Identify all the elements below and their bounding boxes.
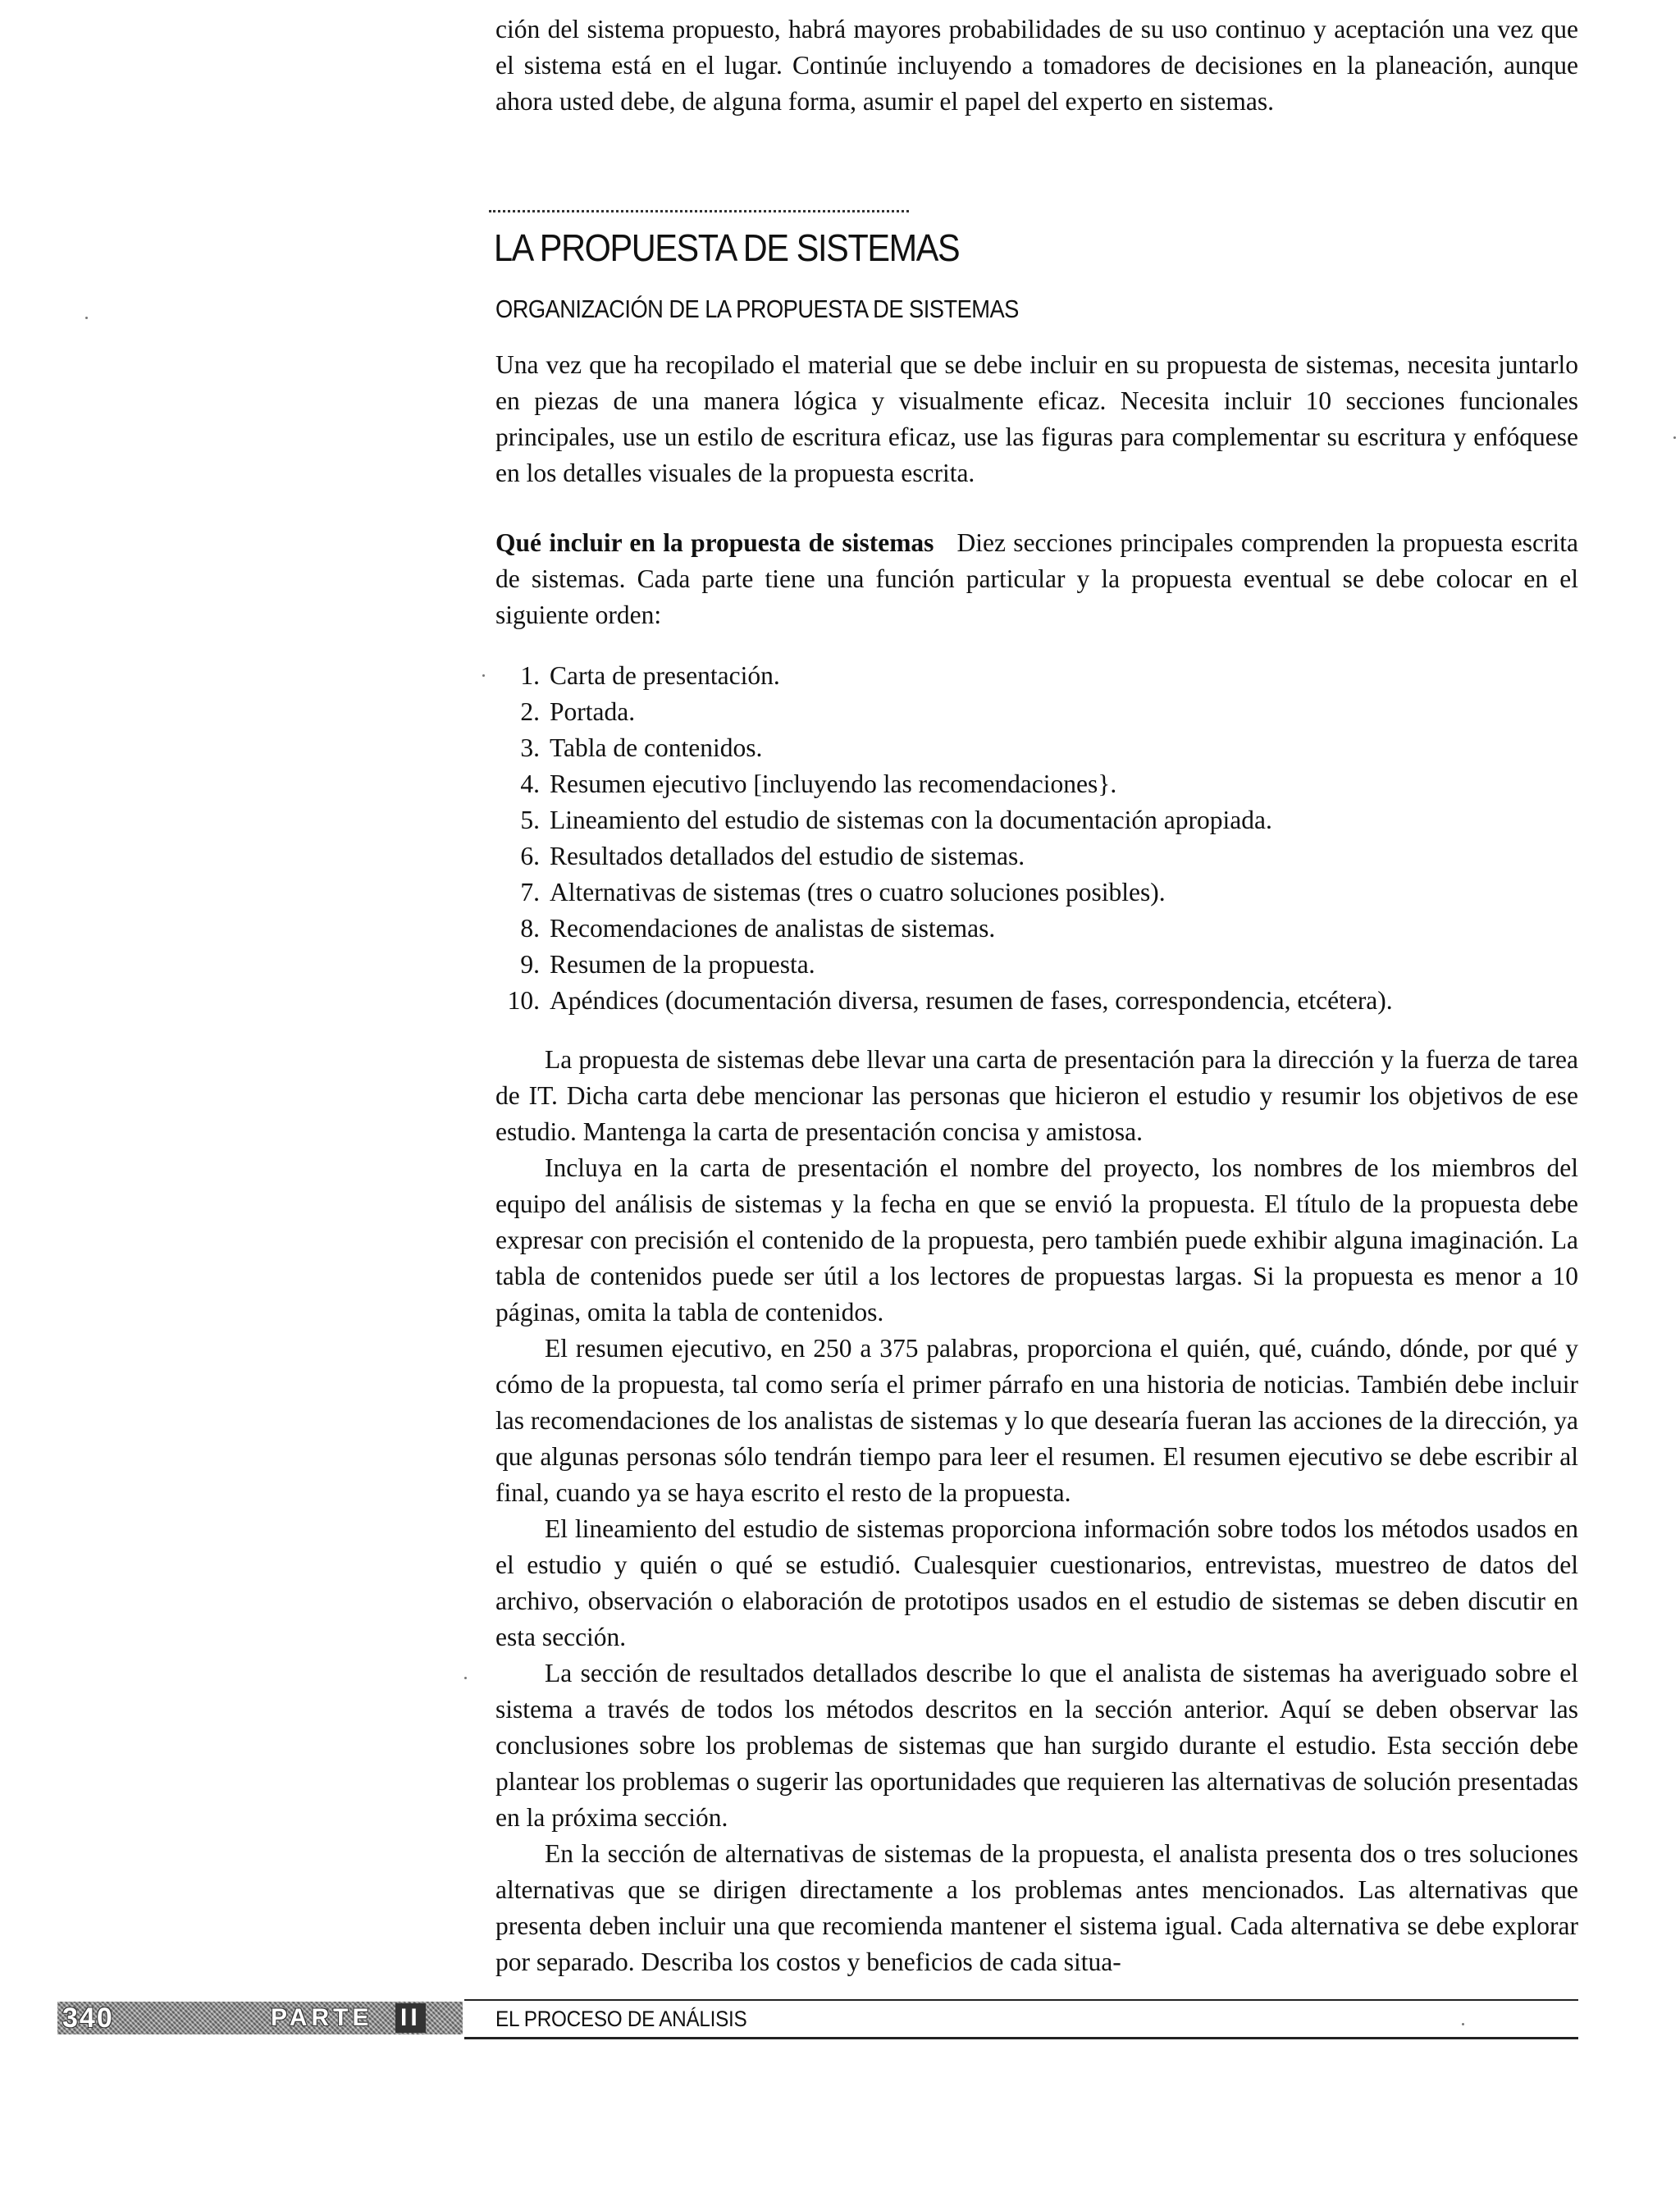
list-number: 3. <box>520 733 540 762</box>
footer-rule-top <box>464 1999 1578 2001</box>
footer-title: EL PROCESO DE ANÁLISIS <box>495 2007 747 2031</box>
list-number: 5. <box>520 806 540 834</box>
list-item <box>495 730 1578 766</box>
scan-speck <box>464 1677 467 1679</box>
list-text: Resumen ejecutivo [incluyendo las recomendaciones}. <box>550 769 1117 798</box>
list-item <box>495 947 1578 983</box>
list-number: 2. <box>520 697 540 726</box>
scan-speck <box>1673 436 1676 439</box>
list-text: Lineamiento del estudio de sistemas con la documentación apropiada. <box>550 806 1272 834</box>
list-text: Portada. <box>550 697 636 726</box>
executive-summary-paragraph: El resumen ejecutivo, en 250 a 375 palabras, proporciona el quién, qué, cuándo, dónde, por qué y cómo de la propuesta, tal como sería el primer párrafo en una historia de noticias. También debe incluir las recomendaciones de los analistas de sistemas y lo que desearía fueran las acciones de la dirección, ya que algunas personas sólo tendrán tiempo para leer el resumen. El resumen ejecutivo se debe escribir al final, cuando ya se haya escrito el resto de la propuesta. <box>495 1334 1578 1507</box>
list-text: Resumen de la propuesta. <box>550 950 815 979</box>
list-number: 6. <box>520 842 540 870</box>
part-label: PARTE <box>271 2004 373 2031</box>
list-text: Resultados detallados del estudio de sistemas. <box>550 842 1025 870</box>
list-text: Carta de presentación. <box>550 661 780 690</box>
list-item <box>495 802 1578 838</box>
body-paragraphs <box>495 1042 1578 1980</box>
list-number: 4. <box>520 769 540 798</box>
part-number: II <box>395 2003 426 2033</box>
alternatives-paragraph: En la sección de alternativas de sistemas de la propuesta, el analista presenta dos o tres soluciones alternativas que se dirigen directamente a los problemas antes mencionados. Las alternativas que presenta deben incluir una que recomienda mantener el sistema igual. Cada alternativa se debe explorar por separado. Describa los costos y beneficios de cada situa- <box>495 1839 1578 1976</box>
list-text: Tabla de contenidos. <box>550 733 763 762</box>
list-number: 1. <box>520 661 540 690</box>
list-number: 7. <box>520 878 540 906</box>
list-text: Alternativas de sistemas (tres o cuatro soluciones posibles). <box>550 878 1166 906</box>
include-paragraph <box>495 525 1578 633</box>
footer-rule-bottom <box>464 2037 1578 2039</box>
intro-paragraph: ción del sistema propuesto, habrá mayores probabilidades de su uso continuo y aceptación una vez que el sistema está en el lugar. Continúe incluyendo a tomadores de decisiones en la planeación, aunque ahora usted debe, de alguna forma, asumir el papel del experto en sistemas. <box>495 15 1578 116</box>
list-number: 9. <box>520 950 540 979</box>
organization-paragraph: Una vez que ha recopilado el material que se debe incluir en su propuesta de sistemas, necesita juntarlo en piezas de una manera lógica y visualmente eficaz. Necesita incluir 10 secciones funcionales principales, use un estilo de escritura eficaz, use las figuras para complementar su escritura y enfóquese en los detalles visuales de la propuesta escrita. <box>495 350 1578 487</box>
list-item <box>495 694 1578 730</box>
list-number: 10. <box>507 986 540 1015</box>
list-text: Apéndices (documentación diversa, resumen de fases, correspondencia, etcétera). <box>550 986 1393 1015</box>
list-item <box>495 911 1578 947</box>
list-number: 8. <box>520 914 540 943</box>
scan-speck <box>482 674 485 677</box>
cover-letter-contents-paragraph: Incluya en la carta de presentación el nombre del proyecto, los nombres de los miembros del equipo del análisis de sistemas y la fecha en que se envió la propuesta. El título de la propuesta debe expresar con precisión el contenido de la propuesta, pero también puede exhibir alguna imaginación. La tabla de contenidos puede ser útil a los lectores de propuestas largas. Si la propuesta es menor a 10 páginas, omita la tabla de contenidos. <box>495 1153 1578 1326</box>
sections-list <box>495 658 1578 1019</box>
section-title: LA PROPUESTA DE SISTEMAS <box>494 226 960 269</box>
list-item <box>495 838 1578 874</box>
list-item <box>495 658 1578 694</box>
list-text: Recomendaciones de analistas de sistemas. <box>550 914 996 943</box>
page-number: 340 <box>62 2002 114 2034</box>
subsection-title: ORGANIZACIÓN DE LA PROPUESTA DE SISTEMAS <box>495 295 1019 323</box>
detailed-results-paragraph: La sección de resultados detallados describe lo que el analista de sistemas ha averiguado sobre el sistema a través de todos los métodos descritos en la sección anterior. Aquí se deben observar las conclusiones sobre los problemas de sistemas que han surgido durante el estudio. Esta sección debe plantear los problemas o sugerir las oportunidades que requieren las alternativas de solución presentadas en la próxima sección. <box>495 1659 1578 1832</box>
include-lead: Qué incluir en la propuesta de sistemas <box>495 528 934 557</box>
include-text: Diez secciones principales comprenden la propuesta escrita de sistemas. Cada parte tiene una función particular y la propuesta eventual se debe colocar en el siguiente orden: <box>495 528 1578 629</box>
study-outline-paragraph: El lineamiento del estudio de sistemas proporciona información sobre todos los métodos usados en el estudio y quién o qué se estudió. Cualesquier cuestionarios, entrevistas, muestreo de datos del archivo, observación o elaboración de prototipos usados en el estudio de sistemas se deben discutir en esta sección. <box>495 1514 1578 1651</box>
list-item <box>495 983 1578 1019</box>
scan-speck <box>1462 2023 1464 2025</box>
scan-speck <box>85 317 88 319</box>
list-item <box>495 766 1578 802</box>
cover-letter-paragraph: La propuesta de sistemas debe llevar una carta de presentación para la dirección y la fuerza de tarea de IT. Dicha carta debe mencionar las personas que hicieron el estudio y resumir los objetivos de ese estudio. Mantenga la carta de presentación concisa y amistosa. <box>495 1045 1578 1146</box>
section-divider <box>489 210 909 212</box>
list-item <box>495 874 1578 911</box>
